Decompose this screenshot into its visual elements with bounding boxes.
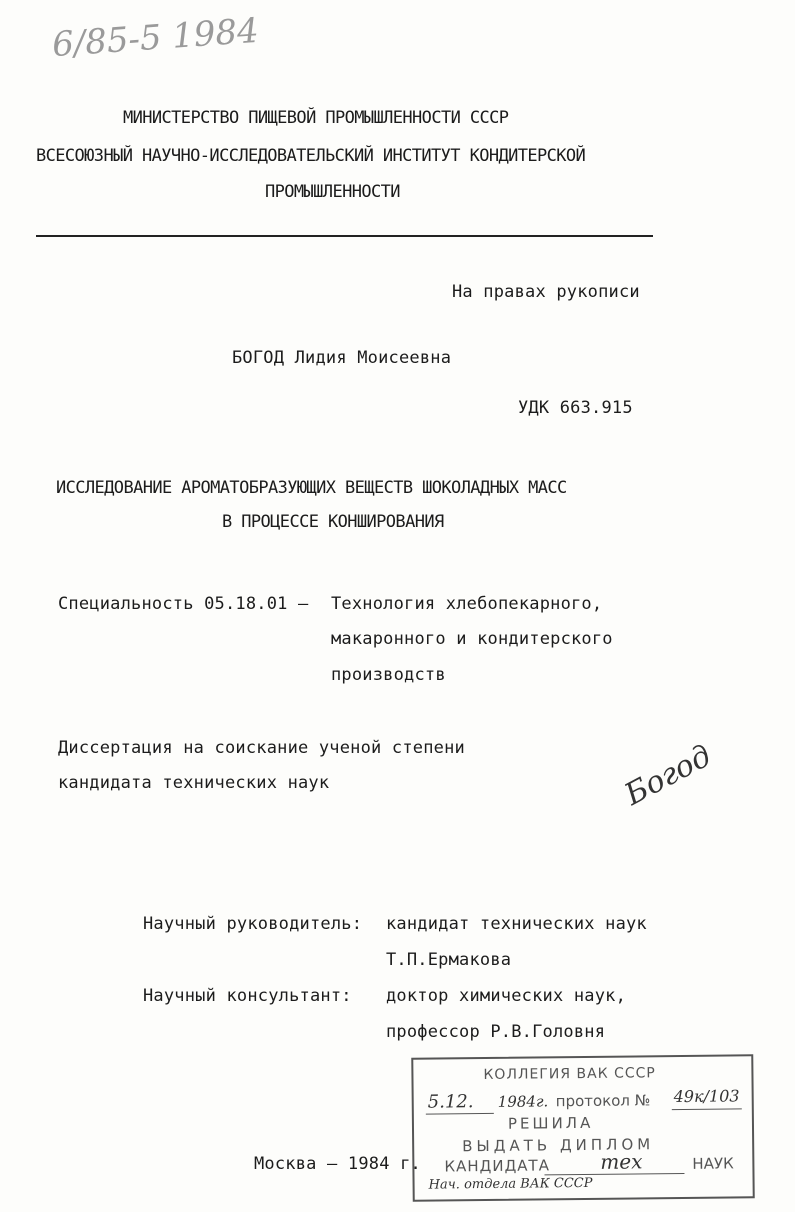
specialty-line2: макаронного и кондитерского	[331, 629, 613, 649]
supervisor-degree: кандидат технических наук	[386, 914, 647, 934]
dissertation-title-line1: ИССЛЕДОВАНИЕ АРОМАТОБРАЗУЮЩИХ ВЕЩЕСТВ ШОКОЛАДНЫХ МАСС	[56, 478, 567, 498]
stamp-field-suffix: НАУК	[692, 1154, 734, 1173]
udk-code: УДК 663.915	[518, 398, 633, 418]
specialty-line3: производств	[331, 665, 446, 685]
city-year: Москва – 1984 г.	[254, 1154, 421, 1174]
stamp-header: КОЛЛЕГИЯ ВАК СССР	[483, 1065, 656, 1084]
institute-line: ВСЕСОЮЗНЫЙ НАУЧНО-ИССЛЕДОВАТЕЛЬСКИЙ ИНСТИТУТ КОНДИТЕРСКОЙ	[36, 146, 586, 166]
dissertation-degree-line2: кандидата технических наук	[58, 773, 330, 793]
manuscript-rights: На правах рукописи	[452, 282, 640, 302]
stamp-decision: РЕШИЛА	[507, 1113, 594, 1133]
consultant-name: профессор Р.В.Головня	[386, 1022, 606, 1042]
specialty-line1: Технология хлебопекарного,	[331, 594, 603, 614]
stamp-date-day: 5.12.	[427, 1091, 474, 1113]
ministry-line: МИНИСТЕРСТВО ПИЩЕВОЙ ПРОМЫШЛЕННОСТИ СССР	[123, 108, 509, 128]
consultant-label: Научный консультант:	[143, 986, 352, 1006]
stamp-issue-diploma: ВЫДАТЬ ДИПЛОМ	[462, 1135, 655, 1156]
stamp-protocol-number: 49к/103	[673, 1086, 740, 1107]
handwritten-archive-number: 6/85-5 1984	[50, 10, 260, 66]
stamp-field-handwritten: тех	[600, 1149, 643, 1174]
institute-line-continued: ПРОМЫШЛЕННОСТИ	[265, 182, 400, 202]
stamp-date-year: 1984г.	[497, 1092, 549, 1111]
stamp-date-underline	[426, 1113, 494, 1115]
author-signature: Богод	[619, 738, 718, 813]
consultant-degree: доктор химических наук,	[386, 986, 627, 1006]
supervisor-name: Т.П.Ермакова	[386, 950, 512, 970]
header-divider	[36, 235, 653, 237]
stamp-candidate: КАНДИДАТА	[444, 1156, 551, 1176]
dissertation-degree-line1: Диссертация на соискание ученой степени	[58, 738, 465, 758]
stamp-field-underline	[544, 1173, 684, 1175]
stamp-protocol-label: протокол №	[555, 1091, 651, 1111]
author-name: БОГОД Лидия Моисеевна	[232, 348, 452, 368]
stamp-protocol-underline	[672, 1108, 742, 1110]
stamp-bottom-office: Нач. отдела ВАК СССР	[428, 1175, 593, 1193]
vak-approval-stamp	[411, 1054, 754, 1202]
supervisor-label: Научный руководитель:	[143, 914, 363, 934]
dissertation-title-line2: В ПРОЦЕССЕ КОНШИРОВАНИЯ	[222, 512, 444, 532]
specialty-label: Специальность 05.18.01 –	[58, 594, 309, 614]
